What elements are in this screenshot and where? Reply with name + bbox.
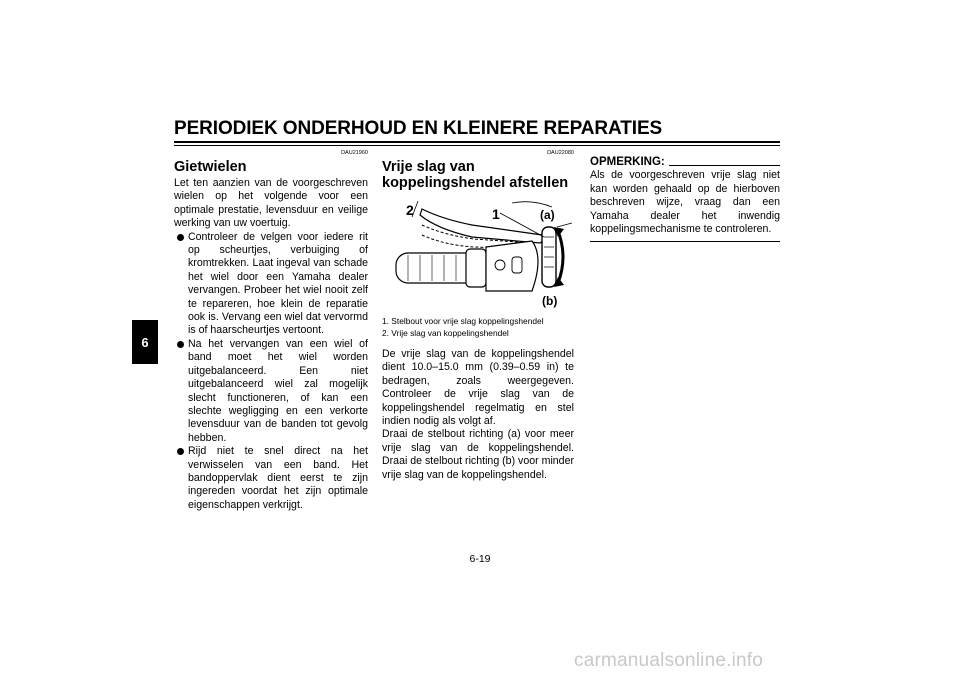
page-number: 6-19 — [469, 553, 491, 565]
figure-captions — [382, 315, 574, 339]
section-title: Vrije slag van koppelingshendel afstellen — [382, 159, 569, 191]
header-rule-thick — [174, 141, 780, 143]
clutch-lever-illustration — [382, 197, 574, 309]
intro-paragraph: Let ten aanzien van de voorgeschreven wielen op het volgende voor een optimale prestatie, levensduur en veilige werking van uw voertuig. — [174, 177, 368, 230]
caption-item: 2. Vrije slag van koppelingshendel — [382, 328, 509, 338]
bullet-item: Na het vervangen van een wiel of band moet het wiel worden uitgebalanceerd. Een niet uitgebalanceerd wiel zal mogelijk slecht functioneren, of kan een slechte wegligging en een verkorte levensduur van de banden tot gevolg hebben. — [174, 338, 368, 445]
bullet-item: Rijd niet te snel direct na het verwisselen van een band. Het bandoppervlak dient eerst te zijn ingereden voordat het zijn optimale eigenschappen verkrijgt. — [174, 445, 368, 512]
middle-column — [382, 150, 574, 482]
header-rule-thin — [174, 145, 780, 146]
chapter-tab — [132, 320, 158, 364]
bullet-item: Controleer de velgen voor iedere rit op scheurtjes, verbuiging of kromtrekken. Laat ingeval van schade het wiel door een Yamaha dealer vervangen. Probeer het wiel nooit zelf te repareren, hoe klein de reparatie ook is. Vervang een wiel dat vervormd is of haarscheurtjes vertoont. — [174, 231, 368, 338]
note-title: OPMERKING: — [590, 156, 665, 168]
caption-item: 1. Stelbout voor vrije slag koppelingshendel — [382, 316, 544, 326]
left-column — [174, 150, 368, 512]
section-code: DAU21960 — [341, 150, 368, 156]
figure-label-b: (b) — [542, 294, 558, 308]
watermark-text: carmanualsonline.info — [574, 650, 764, 671]
clutch-lever-figure — [382, 197, 574, 309]
chapter-number: 6 — [141, 334, 149, 350]
bullet-list — [174, 231, 368, 513]
freeplay-paragraph: De vrije slag van de koppelingshendel dient 10.0–15.0 mm (0.39–0.59 in) te bedragen, zoals weergegeven. Controleer de vrije slag van de koppelingshendel regelmatig en stel indien nodig als volgt af. — [382, 348, 574, 428]
figure-label-1: 1 — [492, 206, 500, 222]
note-end-rule — [590, 241, 780, 242]
right-column — [590, 150, 780, 242]
note-header — [590, 156, 780, 169]
note-header-rule — [669, 165, 780, 166]
section-title: Gietwielen — [174, 159, 247, 175]
figure-label-a: (a) — [540, 208, 555, 222]
note-text: Als de voorgeschreven vrije slag niet kan worden gehaald op de hierboven beschreven wijze, vraag dan een Yamaha dealer het inwendig koppelingsmechanisme te controleren. — [590, 169, 780, 236]
page-header-title: PERIODIEK ONDERHOUD EN KLEINERE REPARATIES — [174, 118, 663, 139]
adjust-paragraph: Draai de stelbout richting (a) voor meer vrije slag van de koppelingshendel. Draai de stelbout richting (b) voor minder vrije slag van de koppelingshendel. — [382, 428, 574, 481]
section-code: DAU22080 — [547, 150, 574, 156]
figure-label-2: 2 — [406, 202, 414, 218]
